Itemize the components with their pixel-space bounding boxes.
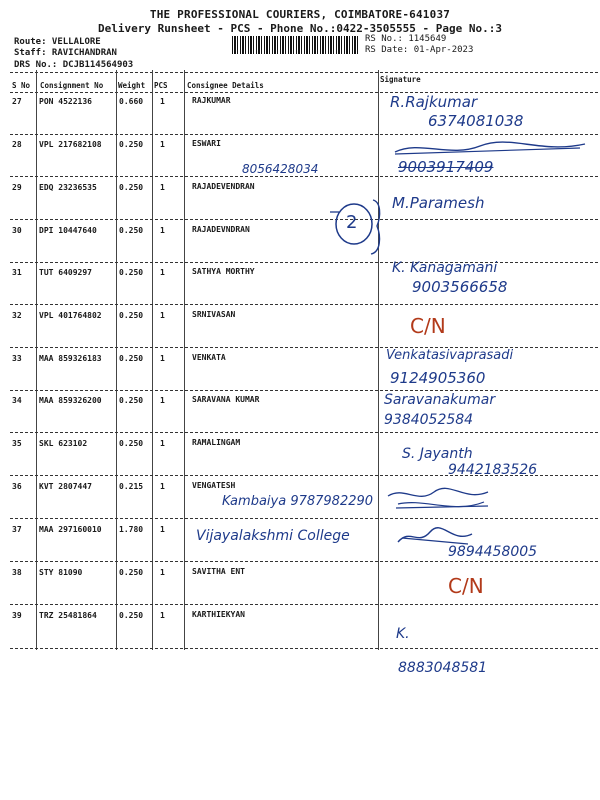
column-line bbox=[152, 70, 153, 650]
row-consignment: DPI 10447640 bbox=[39, 226, 97, 235]
divider bbox=[10, 561, 598, 562]
row-consignment: VPL 217682108 bbox=[39, 140, 102, 149]
row-pcs: 1 bbox=[160, 439, 165, 448]
row-pcs: 1 bbox=[160, 140, 165, 149]
row-sno: 36 bbox=[12, 482, 22, 491]
rs-date: RS Date: 01-Apr-2023 bbox=[365, 45, 474, 55]
column-line bbox=[116, 70, 117, 650]
handwritten-signature: Saravanakumar bbox=[384, 392, 496, 408]
row-weight: 0.250 bbox=[119, 226, 144, 235]
divider bbox=[10, 518, 598, 519]
column-line bbox=[36, 70, 37, 650]
row-sno: 39 bbox=[12, 611, 22, 620]
row-consignee: VENKATA bbox=[192, 353, 226, 362]
circled-number: 2 bbox=[346, 212, 358, 233]
row-weight: 0.250 bbox=[119, 183, 144, 192]
row-weight: 0.250 bbox=[119, 568, 144, 577]
handwritten-note: Vijayalakshmi College bbox=[196, 528, 350, 544]
row-weight: 0.250 bbox=[119, 268, 144, 277]
divider bbox=[10, 219, 598, 220]
handwritten-signature: R.Rajkumar bbox=[390, 93, 478, 111]
row-sno: 32 bbox=[12, 311, 22, 320]
row-sno: 34 bbox=[12, 396, 22, 405]
row-consignee: ESWARI bbox=[192, 139, 221, 148]
row-weight: 0.660 bbox=[119, 97, 144, 106]
row-pcs: 1 bbox=[160, 97, 165, 106]
handwritten-signature: Venkatasivaprasadi bbox=[386, 348, 514, 363]
row-sno: 28 bbox=[12, 140, 22, 149]
divider bbox=[10, 72, 598, 73]
scribbled-signature bbox=[384, 484, 494, 514]
row-consignment: TUT 6409297 bbox=[39, 268, 92, 277]
row-pcs: 1 bbox=[160, 568, 165, 577]
handwritten-signature: M.Paramesh bbox=[392, 194, 485, 212]
barcode bbox=[232, 36, 360, 54]
row-weight: 0.250 bbox=[119, 611, 144, 620]
handwritten-phone: 9442183526 bbox=[448, 462, 538, 478]
row-sno: 38 bbox=[12, 568, 22, 577]
row-pcs: 1 bbox=[160, 226, 165, 235]
row-pcs: 1 bbox=[160, 611, 165, 620]
divider bbox=[10, 648, 598, 649]
divider bbox=[10, 390, 598, 391]
row-consignment: VPL 401764802 bbox=[39, 311, 102, 320]
row-consignment: MAA 297160010 bbox=[39, 525, 102, 534]
row-consignee: SARAVANA KUMAR bbox=[192, 395, 260, 404]
row-consignee: RAJADEVNDRAN bbox=[192, 225, 250, 234]
staff-label: Staff: RAVICHANDRAN bbox=[14, 48, 117, 58]
divider bbox=[10, 134, 598, 135]
scribbled-signature bbox=[390, 138, 590, 160]
handwritten-signature: K. Kanagamani bbox=[392, 260, 498, 276]
row-consignment: SKL 623102 bbox=[39, 439, 88, 448]
column-line bbox=[184, 70, 185, 650]
row-pcs: 1 bbox=[160, 396, 165, 405]
row-sno: 29 bbox=[12, 183, 22, 192]
handwritten-signature: K. bbox=[396, 626, 410, 642]
row-consignee: KARTHIEKYAN bbox=[192, 610, 245, 619]
row-sno: 27 bbox=[12, 97, 22, 106]
handwritten-note: 8056428034 bbox=[242, 162, 319, 176]
col-weight: Weight bbox=[118, 81, 146, 90]
handwritten-phone: 6374081038 bbox=[428, 112, 524, 130]
row-consignee: SATHYA MORTHY bbox=[192, 267, 255, 276]
runsheet-subtitle: Delivery Runsheet - PCS - Phone No.:0422-3505555 - Page No.:3 bbox=[98, 22, 502, 35]
divider bbox=[10, 475, 598, 476]
divider bbox=[10, 262, 598, 263]
col-pcs: PCS bbox=[154, 81, 168, 90]
drs-label: DRS No.: DCJB114564903 bbox=[14, 60, 134, 70]
handwritten-phone: 9384052584 bbox=[384, 412, 474, 428]
row-consignment: MAA 859326200 bbox=[39, 396, 102, 405]
row-sno: 30 bbox=[12, 226, 22, 235]
col-sno: S No bbox=[12, 81, 31, 90]
row-consignment: MAA 859326183 bbox=[39, 354, 102, 363]
row-pcs: 1 bbox=[160, 525, 165, 534]
handwritten-phone: 9003917409 bbox=[398, 158, 494, 176]
row-weight: 0.250 bbox=[119, 140, 144, 149]
rs-number: RS No.: 1145649 bbox=[365, 34, 447, 44]
row-consignment: STY 81090 bbox=[39, 568, 83, 577]
row-pcs: 1 bbox=[160, 311, 165, 320]
column-line bbox=[378, 70, 379, 650]
row-pcs: 1 bbox=[160, 482, 165, 491]
row-pcs: 1 bbox=[160, 268, 165, 277]
row-weight: 0.250 bbox=[119, 439, 144, 448]
row-weight: 0.250 bbox=[119, 396, 144, 405]
row-sno: 35 bbox=[12, 439, 22, 448]
row-consignment: PON 4522136 bbox=[39, 97, 92, 106]
col-consignment: Consignment No bbox=[40, 81, 104, 90]
divider bbox=[10, 304, 598, 305]
divider bbox=[10, 604, 598, 605]
row-weight: 1.780 bbox=[119, 525, 144, 534]
divider bbox=[10, 92, 598, 93]
row-weight: 0.215 bbox=[119, 482, 144, 491]
route-label: Route: VELLALORE bbox=[14, 37, 101, 47]
row-consignee: RAMALINGAM bbox=[192, 438, 241, 447]
divider bbox=[10, 176, 598, 177]
row-pcs: 1 bbox=[160, 354, 165, 363]
col-consignee: Consignee Details bbox=[187, 81, 264, 90]
handwritten-phone: 9003566658 bbox=[412, 278, 508, 296]
handwritten-signature: S. Jayanth bbox=[402, 446, 473, 462]
row-sno: 37 bbox=[12, 525, 22, 534]
row-consignee: RAJADEVENDRAN bbox=[192, 182, 255, 191]
handwritten-phone: 8883048581 bbox=[398, 660, 488, 676]
row-weight: 0.250 bbox=[119, 311, 144, 320]
row-consignee: RAJKUMAR bbox=[192, 96, 231, 105]
row-consignment: TRZ 25481864 bbox=[39, 611, 97, 620]
row-consignee: SRNIVASAN bbox=[192, 310, 236, 319]
row-sno: 33 bbox=[12, 354, 22, 363]
row-consignment: EDQ 23236535 bbox=[39, 183, 97, 192]
handwritten-cn-mark: C/N bbox=[448, 574, 484, 598]
row-consignment: KVT 2807447 bbox=[39, 482, 92, 491]
row-pcs: 1 bbox=[160, 183, 165, 192]
handwritten-note: Kambaiya 9787982290 bbox=[222, 494, 374, 509]
col-signature: Signature bbox=[380, 75, 421, 84]
handwritten-phone: 9894458005 bbox=[448, 544, 538, 560]
row-consignee: VENGATESH bbox=[192, 481, 236, 490]
row-sno: 31 bbox=[12, 268, 22, 277]
row-weight: 0.250 bbox=[119, 354, 144, 363]
handwritten-phone: 9124905360 bbox=[390, 369, 486, 387]
row-consignee: SAVITHA ENT bbox=[192, 567, 245, 576]
company-title: THE PROFESSIONAL COURIERS, COIMBATORE-641037 bbox=[149, 8, 451, 21]
handwritten-cn-mark: C/N bbox=[410, 314, 446, 338]
divider bbox=[10, 432, 598, 433]
